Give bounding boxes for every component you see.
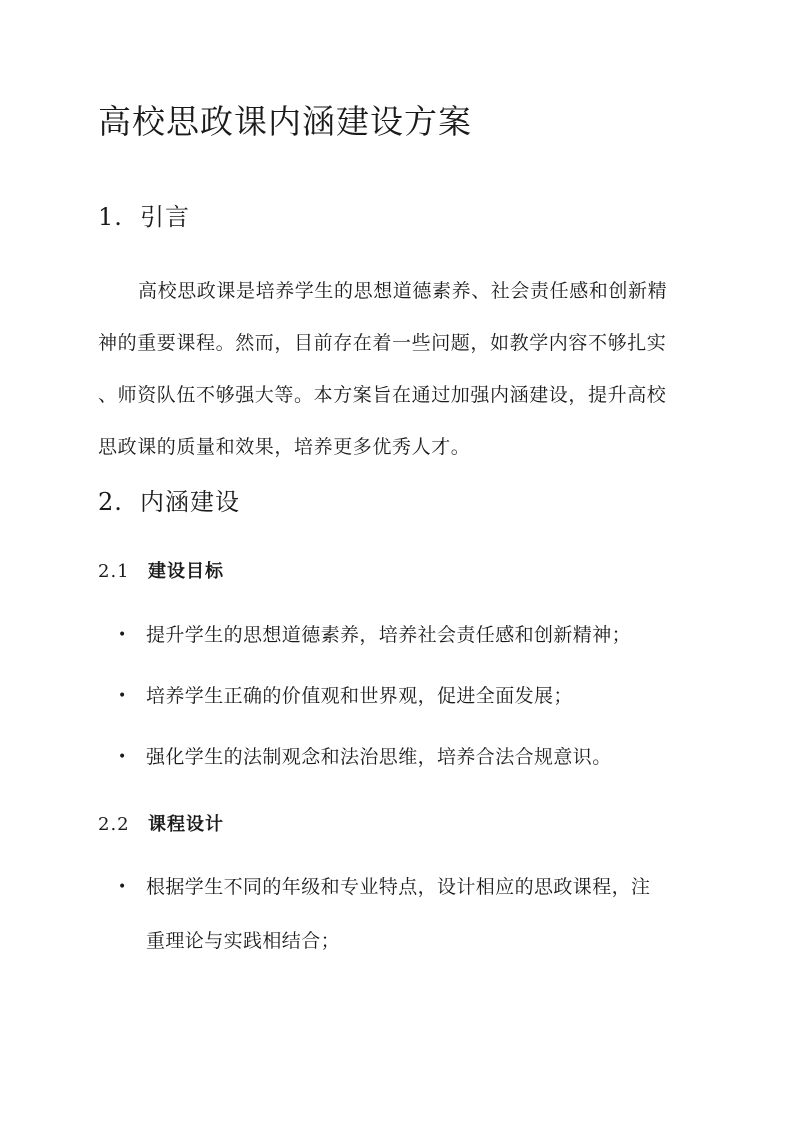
paragraph-line: 神的重要课程。然而，目前存在着一些问题，如教学内容不够扎实 [98, 332, 667, 354]
list-item [118, 730, 698, 784]
subsection-heading-2-2 [98, 810, 224, 836]
list-item-text [146, 860, 698, 968]
list-item-text: 提升学生的思想道德素养，培养社会责任感和创新精神； [146, 624, 632, 646]
section-number: 2. [98, 488, 123, 516]
paragraph-line: 思政课的质量和效果，培养更多优秀人才。 [98, 436, 471, 458]
bullet-icon: • [118, 879, 127, 895]
document-title: 高校思政课内涵建设方案 [98, 102, 472, 141]
list-item [118, 608, 698, 662]
bullet-icon: • [118, 627, 127, 643]
bullet-icon: • [118, 749, 127, 765]
paragraph-line: 高校思政课是培养学生的思想道德素养、社会责任感和创新精 [138, 280, 668, 302]
subsection-title: 课程设计 [148, 814, 224, 835]
subsection-number: 2.2 [98, 814, 130, 835]
subsection-number: 2.1 [98, 561, 130, 582]
section-heading-1 [98, 197, 190, 232]
subsection-heading-2-1 [98, 557, 224, 583]
intro-paragraph [98, 265, 702, 473]
list-item [118, 669, 698, 723]
subsection-title: 建设目标 [148, 561, 224, 582]
list-item-line: 根据学生不同的年级和专业特点，设计相应的思政课程，注 [146, 876, 651, 898]
list-item-text: 培养学生正确的价值观和世界观，促进全面发展； [146, 685, 573, 707]
section-title: 引言 [140, 203, 190, 231]
list-item [118, 860, 698, 968]
list-item-text: 强化学生的法制观念和法治思维，培养合法合规意识。 [146, 746, 612, 768]
section-title: 内涵建设 [140, 488, 240, 516]
section-heading-2 [98, 482, 240, 517]
paragraph-line: 、师资队伍不够强大等。本方案旨在通过加强内涵建设，提升高校 [98, 384, 667, 406]
section-number: 1. [98, 203, 123, 231]
list-item-line: 重理论与实践相结合； [146, 930, 341, 952]
bullet-icon: • [118, 688, 127, 704]
